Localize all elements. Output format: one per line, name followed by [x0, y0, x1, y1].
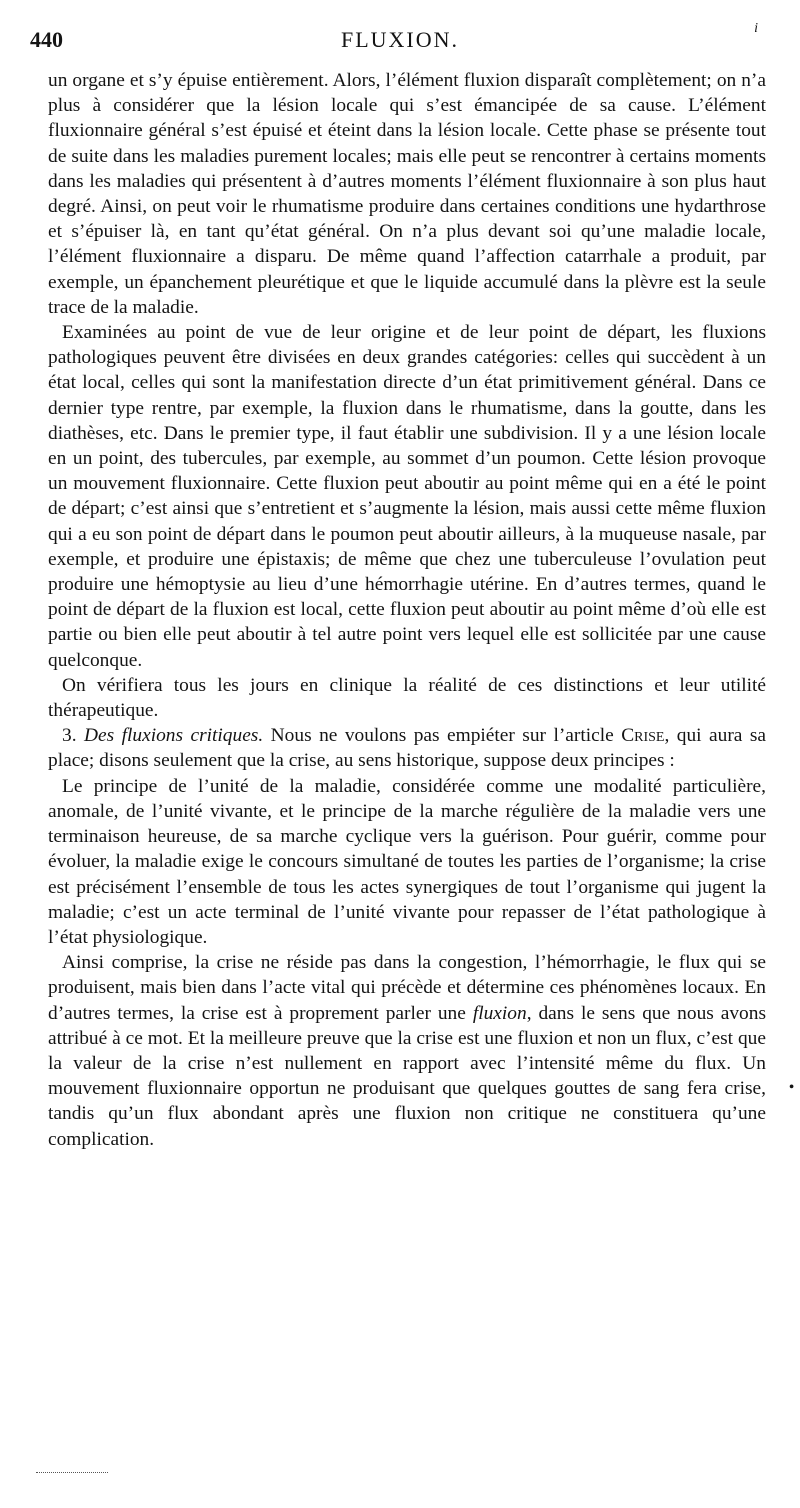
- paragraph-crisis-definition: [48, 950, 766, 1152]
- cross-reference-crise: Crise: [621, 725, 665, 747]
- crisis-text-end: , dans le sens que nous avons attribué à ce mot. Et la meilleure preuve que la crise est une fluxion et non un flux, c’est que la valeur de la crise n’est nullement en rapport avec l’intensité même du flux. Un mouvement fluxionnaire opportun ne produisant que quelques gouttes de sang fera crise, tandis qu’un flux abondant après une fluxion non critique ne constituera qu’une complication.: [48, 1002, 766, 1150]
- section-text-start: Nous ne voulons pas empiéter sur l’article: [270, 725, 614, 747]
- emphasis-fluxion: fluxion: [472, 1002, 527, 1024]
- corner-mark: i: [754, 21, 758, 36]
- section-title: Des fluxions critiques.: [84, 725, 264, 747]
- body-text: [48, 68, 766, 1152]
- footer-rule: [36, 1472, 108, 1473]
- paragraph-origin-of-fluxions: Examinées au point de vue de leur origine et de leur point de départ, les fluxions pathologiques peuvent être divisées en deux grandes catégories: celles qui succèdent à un état local, celles qui sont la manifestation directe d’un état primitivement général. Dans ce dernier type rentre, par exemple, la fluxion dans le rhumatisme, dans la goutte, dans les diathèses, etc. Dans le premier type, il faut établir une subdivision. Il y a une lésion locale en un point, des tubercules, par exemple, au sommet d’un poumon. Cette lésion provoque un mouvement fluxionnaire. Cette fluxion peut aboutir au point même qui en a été le point de départ; c’est ainsi que s’entretient et s’augmente la lésion, mais aussi cette même fluxion qui a eu son point de départ dans le poumon peut aboutir ailleurs, à la muqueuse nasale, par exemple, et produire une épistaxis; de même que chez une tuberculeuse l’ovulation peut produire une hémoptysie au lieu d’une hémorrhagie utérine. En d’autres termes, quand le point de départ de la fluxion est local, cette fluxion peut aboutir au point même d’où elle est partie ou bien elle peut aboutir à tel autre point vers lequel elle est sollicitée par une cause quelconque.: [48, 322, 766, 671]
- paragraph-clinical-note: On vérifiera tous les jours en clinique la réalité de ces distinctions et leur utilité thérapeutique.: [48, 674, 766, 722]
- page-header: [30, 21, 770, 57]
- paragraph-principles: Le principe de l’unité de la maladie, considérée comme une modalité particulière, anomale, de l’unité vivante, et le principe de la marche régulière de la maladie vers une terminaison heureuse, de sa marche cyclique vers la guérison. Pour guérir, comme pour évoluer, la maladie exige le concours simultané de toutes les parties de l’organisme; la crise est précisément l’ensemble de tous les actes synergiques de tout l’organisme qui jugent la maladie; c’est un acte terminal de l’unité vivante pour repasser de l’état pathologique à l’état physiologique.: [48, 775, 766, 948]
- running-head: FLUXION.: [340, 27, 460, 52]
- section-number: 3.: [62, 725, 77, 747]
- margin-mark: •: [789, 1080, 794, 1095]
- paragraph-critical-fluxions: [48, 723, 766, 773]
- paragraph-continued: un organe et s’y épuise entièrement. Alors, l’élément fluxion disparaît complètement; on n’a plus à considérer que la lésion locale qui s’est émancipée de sa cause. L’élément fluxionnaire général s’est épuisé et éteint dans la lésion locale. Cette phase se présente tout de suite dans les maladies purement locales; mais elle peut se rencontrer à certains moments dans les maladies qui présentent à d’autres moments l’élément fluxionnaire à son plus haut degré. Ainsi, on peut voir le rhumatisme produire dans certaines conditions une hydarthrose et s’épuiser là, en tant qu’état général. On n’a plus devant soi qu’une maladie locale, l’élément fluxionnaire a disparu. De même quand l’affection catarrhale a produit, par exemple, un épanchement pleurétique et que le liquide accumulé dans la plèvre est la seule trace de la maladie.: [48, 70, 766, 318]
- section-text-end: , qui aura sa place; disons seulement que la crise, au sens historique, suppose deux principes :: [48, 725, 766, 772]
- crisis-text-start: Ainsi comprise, la crise ne réside pas dans la congestion, l’hémorrhagie, le flux qui se produisent, mais bien dans l’acte vital qui précède et détermine ces phénomènes locaux. En d’autres termes, la crise est à proprement parler une: [48, 952, 766, 1024]
- page-number: 440: [30, 27, 63, 52]
